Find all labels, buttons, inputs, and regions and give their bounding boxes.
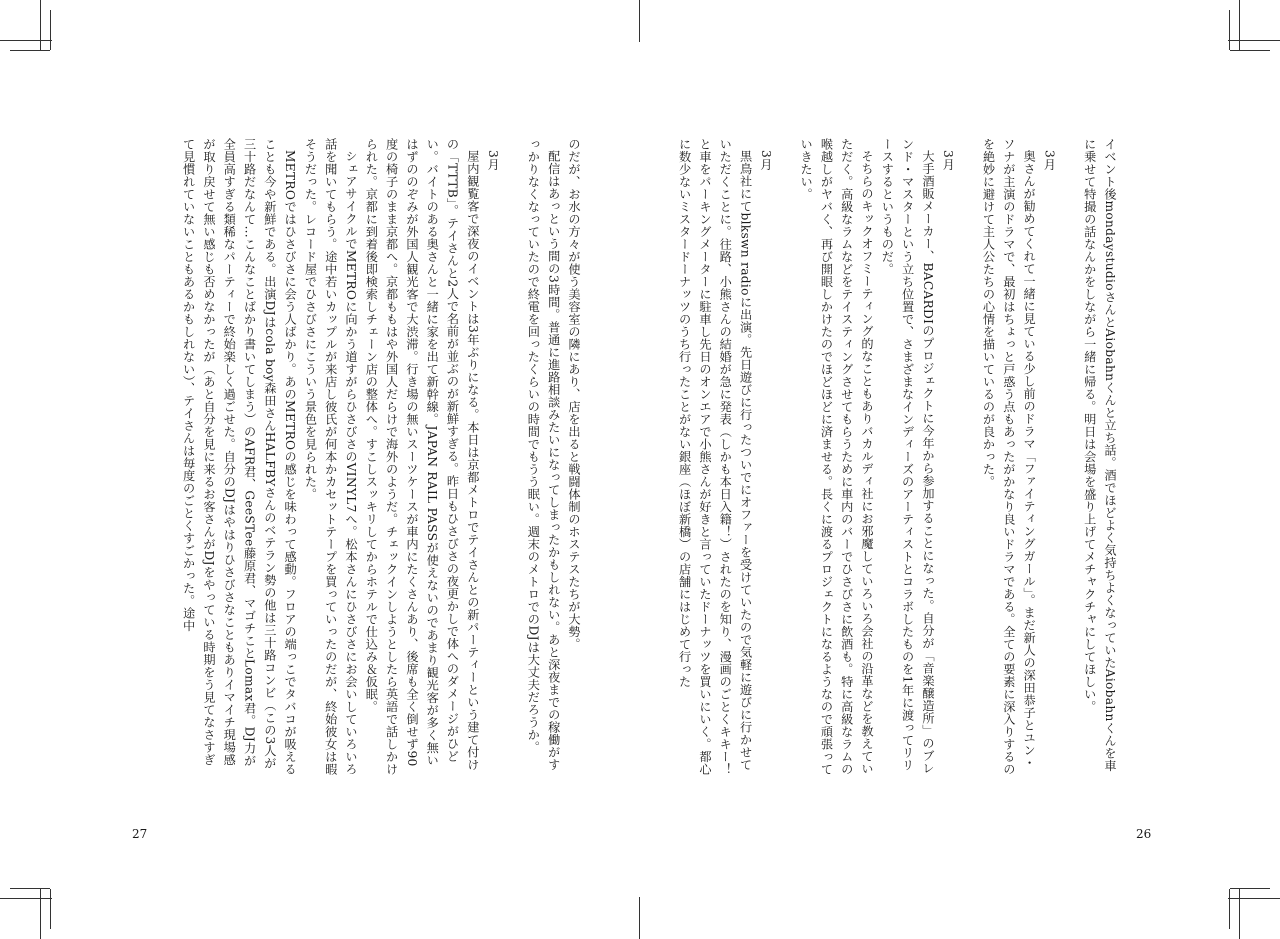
crop-mark (1230, 888, 1270, 889)
crop-mark (50, 10, 51, 50)
body-paragraph: 配信はあっという間の3時間。普通に進路相談みたいになってしまったかもしれない。あと深夜までの稼働がすっかりなくなっていたので終電を回ったくらいの時間でもうう眠い。週末のメトロでのDJは大丈夫だろうか。 (526, 138, 561, 771)
center-fold-mark (639, 897, 640, 939)
date-heading: 3月 (486, 150, 501, 171)
body-paragraph: イベント後mondaystudioさんとAiobahnくんと立ち話。酒でほどよく気持ちよくなっていたAiobahnくんを車に乗せて特撮の話なんかをしながら一緒に帰る。明日は会場を盛り上げてメチャクチャにしてほしい。 (1082, 138, 1117, 772)
body-paragraph: METROではひさびさに会う人ばかり。あのMETROの感じを味わって感動。フロアの端っこでタバコが吸えることも今や新鮮である。出演DJはcola boy森田さんHALFBYさんのベテラン勢の他は三十路コンビ（この3人が三十路だなんて…こんなことばかり書いてしまう）のAFR君、GeeSTee藤原君、マゴチことLomax君。DJ力が全員高すぎる類稀なパーティーで終始楽しく過ごせた。自分のDJはやはりひさびさなこともありイマイチ現場感が取り戻せて無い感じも否めなかったが（あと自分を見に来るお客さんがDJをやっている時期をう見てなさすぎて見慣れていないこともあるかもしれない）、テイさんは毎度のごとくすごかった。途中 (181, 138, 298, 776)
body-paragraph: シェアサイクルでMETROに向かう道すがらひさびさのVINYL7へ。松本さんにひさびさにお会いしていろいろ話を聞いてもらう。途中若いカップルが来店し彼氏が何本かカセットテープを買っていったのだが、終始彼女は暇そうだった。レコード屋でひさびさにこういう景色を見られた。 (303, 138, 359, 776)
body-paragraph: 大手酒販メーカー、BACARDIのプロジェクトに今年から参加することになった。自分が「音楽醸造所」のブレンド・マスターという立ち位置で、さまざまなインディーズのアーティストとコラボしたものを1年に渡ってリリースするというものだ。 (880, 138, 935, 775)
crop-mark (0, 40, 52, 41)
crop-mark (1230, 50, 1270, 51)
left-page-text (124, 138, 584, 778)
crop-mark (50, 889, 51, 929)
crop-mark (40, 0, 41, 50)
body-paragraph: 屋内観覧客で深夜のイベントは3年ぶりになる。本日は京都メトロでテイさんとの新パーティーという建て付けの「TTTB」。テイさんと2人で名前が並ぶのが新鮮すぎる。昨日もひさびさの夜更かしで体へのダメージがひどい。バイトのある奥さんと一緒に家を出て新幹線。JAPAN RAIL PASSが使えないのであまり観光客が多く無いはずののぞみが外国人観光客で大渋滞。行き場の無いスーツケースが車内にたくさんあり、後席も全く倒せず90度の椅子のまま京都へ。京都ももはや外国人だらけで海外のようだ。チェックインしようとしたら英語で話しかけられた。京都に到着後即検索しチェーン店の整体へ。すこしスッキリしてからホテルで仕込み＆仮眠。 (364, 138, 480, 776)
page-number-right: 26 (1136, 827, 1152, 841)
section-gap (1059, 138, 1079, 148)
crop-mark (1228, 898, 1280, 899)
date-heading: 3月 (758, 150, 773, 171)
crop-mark (40, 889, 41, 939)
crop-mark (1229, 10, 1230, 50)
date-heading: 3月 (941, 150, 956, 171)
crop-mark (1239, 0, 1240, 50)
crop-mark (0, 898, 52, 899)
right-page-text (677, 138, 1120, 778)
center-fold-mark (639, 0, 640, 42)
crop-mark (1228, 40, 1280, 41)
body-paragraph: そちらのキックオフミーティング的なこともありバカルディ社にお邪魔していろいろ会社の沿革などを教えていただく。高級なラムなどをテイスティングさせてもらうために車内のバーでひさびさに飲酒も。特に高級なラムの喉越しがヤバく、再び開眼しかけたのでほどほどに済ませる。長くに渡るプロジェクトになるようなので頑張っていきたい。 (799, 138, 875, 776)
date-heading: 3月 (1042, 150, 1057, 171)
body-paragraph: 黒鳥社にてblkswn radioに出演。先日遊びに行ったついでにオファーを受けていたので気軽に遊びに行かせていただくことに。往路、小熊さんの結婚が急に発表（しかも本日入籍！）されたのを知り、漫画のごとくキキー！と車をパーキングメーターに駐車し先日のオンエアで小熊さんが好きと言っていたドーナッツを買いにいく。都心に数少ないミスタードーナッツのうち行ったことがない銀座（ほぼ新橋）の店舗にはじめて行った (677, 138, 753, 776)
section-gap (776, 138, 796, 148)
crop-mark (10, 50, 50, 51)
crop-mark (1229, 889, 1230, 929)
page-number-left: 27 (132, 827, 148, 841)
section-gap (958, 138, 978, 148)
body-paragraph: 奥さんが勧めてくれて一緒に見ている少し前のドラマ「ファイティングガール」。まだ新人の深田恭子とユン・ソナが主演のドラマで、最初はちょっと戸惑う点もあったがかなり良いドラマである。全ての要素に深入りするのを絶妙に避けて主人公たちの心情を描いているのが良かった。 (981, 138, 1037, 776)
body-paragraph: のだが、お水の方々が使う美容室の隣にあり、店を出ると戦闘体制のホステスたちが大勢。 (567, 138, 581, 651)
section-gap (503, 138, 523, 148)
crop-mark (10, 888, 50, 889)
crop-mark (1239, 889, 1240, 939)
